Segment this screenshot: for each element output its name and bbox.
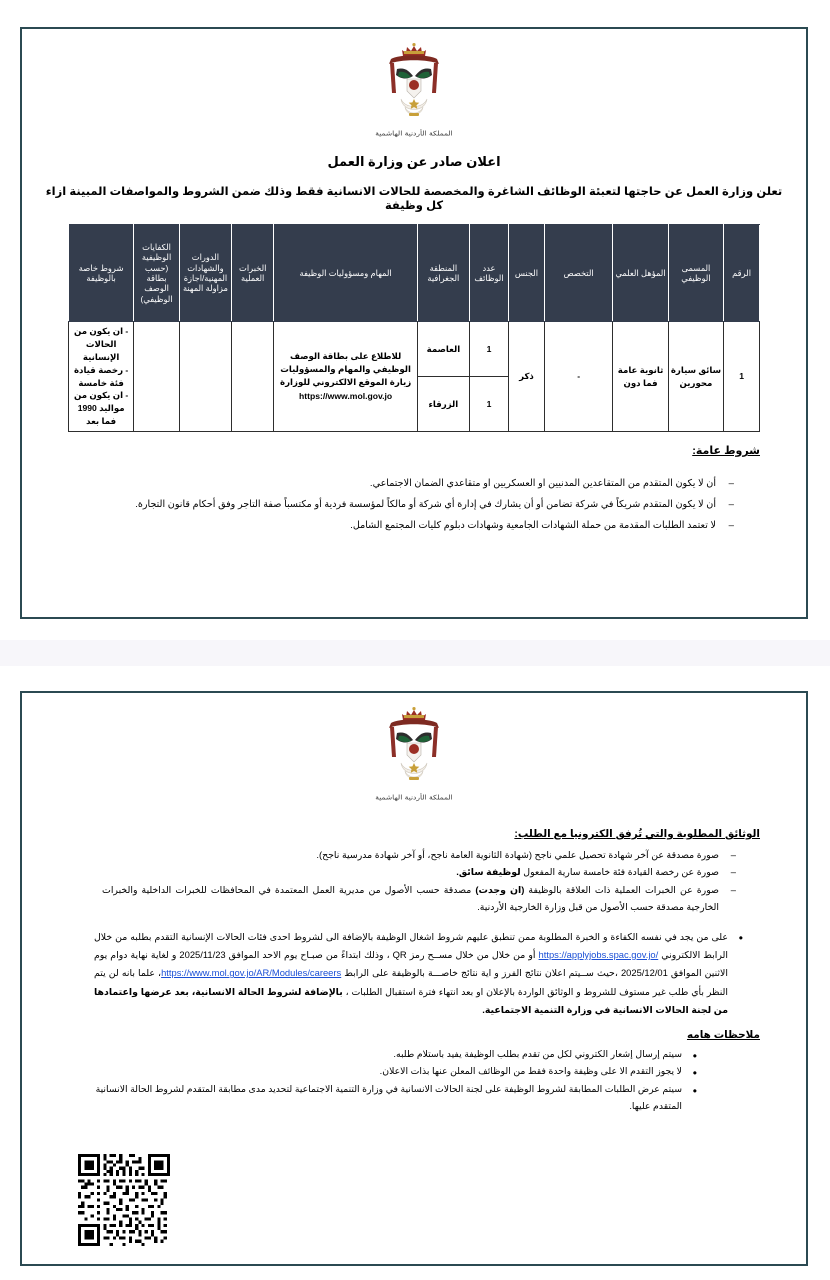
- doc-text: صورة مصدقة عن آخر شهادة تحصيل علمي ناجح (شهادة الثانوية العامة ناجح، أو آخر شهادة مدرسية ناجح).: [316, 849, 719, 860]
- important-notes-list: [94, 1046, 700, 1115]
- jobs-table: [68, 224, 760, 432]
- doc-text: صورة عن رخصة القيادة فئة خامسة سارية المفعول: [520, 866, 719, 878]
- application-instructions-list: [94, 928, 746, 1020]
- list-item: – أن لا يكون المتقدم شريكاً في شركة تضامن أو أن يشارك في إدارة أي شركة أو مالكاً لمؤسسة فردية أو مكتسباً صفة التاجر وفق أحكام قانون التجارة.: [84, 496, 736, 515]
- page2-content: [22, 802, 806, 1115]
- special-condition-3: - ان يكون من مواليد 1990 فما بعد: [73, 390, 129, 427]
- col-header-number: الرقم: [724, 225, 760, 322]
- duties-line-1: للاطلاع على بطاقة الوصف الوظيفي والمهام والمسؤوليات زيارة: [280, 351, 412, 388]
- cell-special-conditions: [69, 322, 134, 432]
- list-item: [102, 881, 738, 916]
- doc-text-tail: مصدقة حسب الأصول من مديرية العمل المعتمدة في المحافظات للخبرات الداخلية والخبرات الخارجية مصدقة حسب الأصول من قبل وزارة الخارجية الأردنية.: [102, 883, 719, 913]
- qr-code[interactable]: [78, 1154, 170, 1246]
- col-header-gender: الجنس: [509, 225, 545, 322]
- list-item: – لا تعتمد الطلبات المقدمة من حملة الشهادات الجامعية وشهادات دبلوم كليات المجتمع الشامل.: [84, 517, 736, 536]
- emblem-block: [22, 693, 806, 802]
- special-condition-1: - ان يكون من الحالات الإنسانية: [73, 326, 129, 362]
- emblem-caption: المملكة الأردنية الهاشمية: [375, 793, 453, 802]
- col-header-specialization: التخصص: [544, 225, 612, 322]
- qr-code-icon: [78, 1154, 170, 1246]
- general-conditions-list: [84, 475, 736, 535]
- col-header-special-conditions: شروط خاصة بالوظيفة: [69, 225, 134, 322]
- list-item: [102, 863, 738, 880]
- table-header-row: [69, 225, 760, 322]
- announcement-page-2: [20, 691, 808, 1266]
- ministry-url: https://www.mol.gov.jo: [299, 390, 393, 401]
- announcement-title: اعلان صادر عن وزارة العمل: [327, 154, 501, 169]
- required-documents-heading: الوثائق المطلوبة والتي تُرفق الكترونيا مع الطلب:: [514, 829, 760, 840]
- doc-bold: (ان وجدت): [475, 883, 525, 895]
- col-header-duties: المهام ومسؤوليات الوظيفة: [274, 225, 417, 322]
- col-header-competencies: الكفايات الوظيفية (حسب بطاقة الوصف الوظيفي): [134, 225, 180, 322]
- cell-specialization: -: [544, 322, 612, 432]
- col-header-job-title: المسمى الوظيفي: [668, 225, 723, 322]
- cell-number: 1: [724, 322, 760, 432]
- cell-duties: [274, 322, 417, 432]
- instruction-part-1: على من يجد في نفسه الكفاءة و الخبرة المطلوبة ممن تنطبق عليهم شروط اشغال الوظيفة بالإضافة الى لشروط احدى فئات الحالات الإنسانية التقدم بطلبه من خلال الرابط الالكتروني: [94, 930, 729, 960]
- jordan-coat-of-arms-icon: [377, 43, 451, 127]
- list-item: – أن لا يكون المتقدم من المتقاعدين المدنيين او العسكريين او متقاعدي الضمان الاجتماعي.: [84, 475, 736, 494]
- cell-gender: ذكر: [509, 322, 545, 432]
- col-header-vacancy-count: عدد الوظائف: [469, 225, 508, 322]
- page-separator: [0, 640, 830, 666]
- list-item: • سيتم إرسال إشعار الكتروني لكل من تقدم بطلب الوظيفة يفيد باستلام طلبه.: [94, 1046, 700, 1063]
- emblem-caption: المملكة الأردنية الهاشمية: [375, 129, 453, 138]
- cell-experience: [232, 322, 274, 432]
- table-row: [69, 322, 760, 377]
- duties-line-2: الموقع الالكتروني للوزارة: [280, 377, 388, 388]
- instruction-part-3: ، علما بانه لن يتم النظر بأي طلب غير مستوف للشروط و الوثائق الواردة بالإعلان او بعد انتهاء فترة استقبال الطلبات ،: [94, 967, 729, 997]
- doc-text: صورة عن الخبرات العملية ذات العلاقة بالوظيفة: [524, 883, 720, 895]
- cell-courses: [179, 322, 231, 432]
- col-header-qualification: المؤهل العلمي: [613, 225, 668, 322]
- doc-bold: لوظيفة سائق.: [456, 866, 521, 878]
- instruction-part-2: أو من خلال من خلال مســح رمز QR ، وذلك ابتداءً من صبـاح يوم الاحد الموافق 2025/11/23 و لغاية نهاية دوام يوم الاثنين الموافق 2025/12/01 ،حيث ســيتم اعلان نتائج الفرز و اية نتائج خاصـــة بالوظيفة على الرابط: [94, 948, 728, 979]
- cell-competencies: [134, 322, 180, 432]
- list-item: • لا يجوز التقدم الا على وظيفة واحدة فقط من الوظائف المعلن عنها بذات الاعلان.: [94, 1063, 700, 1080]
- col-header-experience: الخبرات العملية: [232, 225, 274, 322]
- special-condition-2: - رخصة قيادة فئة خامسة: [73, 364, 129, 388]
- jobs-table-wrapper: [22, 224, 806, 432]
- list-item: [102, 846, 738, 863]
- col-header-region: المنطقة الجغرافية: [417, 225, 469, 322]
- cell-vacancy-count: 1: [469, 322, 508, 377]
- important-notes-heading: ملاحظات هامه: [686, 1030, 760, 1042]
- cell-region: العاصمة: [417, 322, 469, 377]
- cell-qualification: ثانوية عامة فما دون: [613, 322, 668, 432]
- list-item: • سيتم عرض الطلبات المطابقة لشروط الوظيفة على لجنة الحالات الانسانية في وزارة التنمية الاجتماعية لتحديد مدى مطابقة المتقدم لشروط الحالة الانسانية المتقدم عليها.: [94, 1081, 700, 1115]
- required-documents-list: [102, 846, 738, 916]
- cell-region: الزرقاء: [417, 377, 469, 432]
- list-item: [94, 928, 746, 1020]
- col-header-courses: الدورات والشهادات المهنية/اجازة مزاولة المهنة: [179, 225, 231, 322]
- apply-jobs-link[interactable]: https://applyjobs.spac.gov.jo/: [538, 948, 659, 960]
- cell-vacancy-count: 1: [469, 377, 508, 432]
- careers-link[interactable]: https://www.mol.gov.jo/AR/Modules/careers: [161, 967, 342, 979]
- general-conditions-heading: شروط عامة:: [692, 445, 760, 458]
- emblem-block: [22, 29, 806, 138]
- cell-job-title: سائق سيارة محورين: [668, 322, 723, 432]
- instruction-bold: بالإضافة لشروط الحالة الانسانية، بعد عرضها واعتمادها من لجنة الحالات الانسانية في وزارة التنمية الاجتماعية.: [94, 985, 728, 1015]
- announcement-subtitle: تعلن وزارة العمل عن حاجتها لتعبئة الوظائف الشاغرة والمخصصة للحالات الانسانية فقط وذلك ضمن الشروط والمواصفات المبينة ازاء كل وظيفة: [45, 186, 783, 212]
- jordan-coat-of-arms-icon: [377, 707, 451, 791]
- announcement-page-1: [20, 27, 808, 619]
